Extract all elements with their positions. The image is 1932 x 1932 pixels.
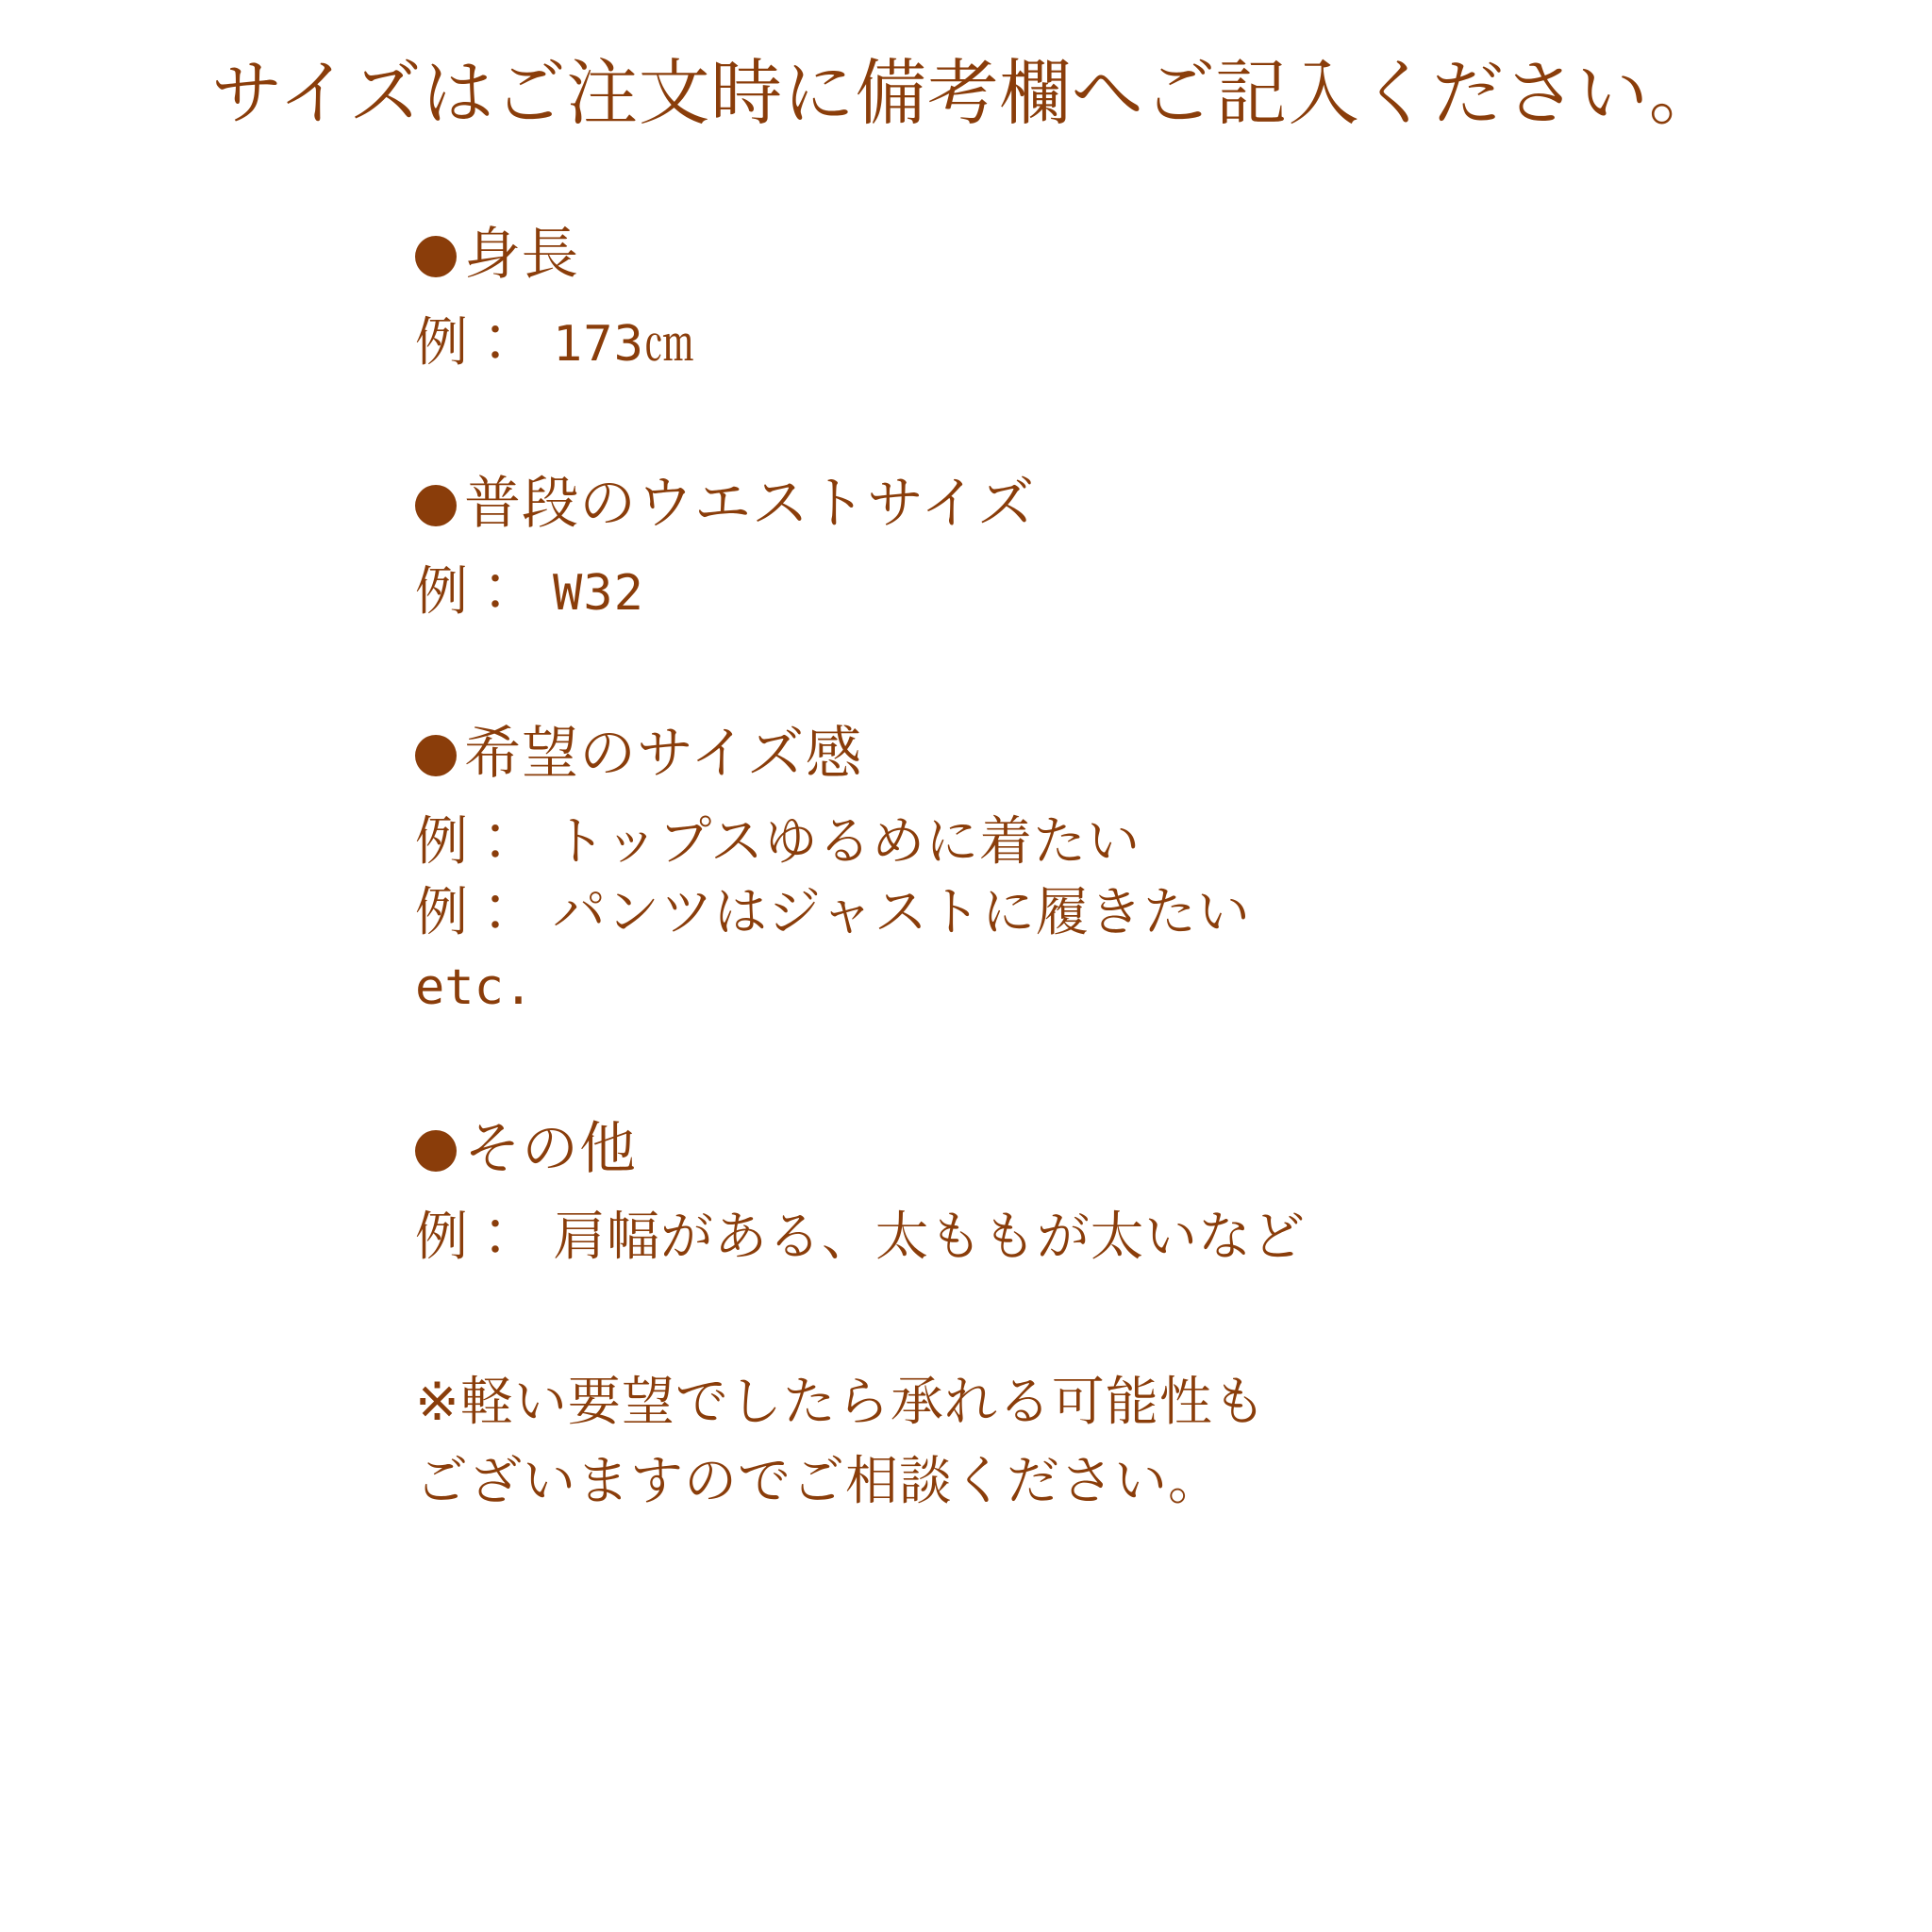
section-heading-text: その他 [464,1116,637,1180]
section-heading [415,718,1932,789]
example-label: 例： [415,561,523,622]
example-line [415,556,1932,627]
document-body [0,219,1932,1522]
page-title: サイズはご注文時に備考欄へご記入ください。 [210,54,1722,134]
example-line [415,876,1932,948]
example-label: 例： [415,1206,523,1266]
section-height [415,219,1932,378]
section-heading [415,219,1932,290]
example-line [415,307,1932,378]
example-label: 例： [415,311,523,372]
example-value: トップスゆるめに着たい [553,810,1141,871]
footer-note-line: ございますのでご相談ください。 [415,1451,1222,1511]
bullet-dot-icon [415,236,457,277]
example-line [415,1201,1932,1273]
bullet-dot-icon [415,1130,457,1172]
section-waist-size [415,468,1932,627]
example-line [415,806,1932,877]
bullet-dot-icon [415,485,457,526]
bullet-dot-icon [415,735,457,776]
example-label: 例： [415,810,523,871]
example-value: W32 [553,565,644,623]
section-desired-fit [415,718,1932,1023]
example-value: パンツはジャストに履きたい [553,882,1251,942]
example-value: 173㎝ [553,315,694,373]
example-label: 例： [415,882,523,942]
section-heading [415,1113,1932,1184]
section-heading-text: 希望のサイズ感 [464,721,863,785]
section-heading [415,468,1932,539]
example-value: 肩幅がある、太ももが太いなど [553,1206,1306,1266]
footer-note [415,1362,1932,1521]
section-heading-text: 身長 [464,222,579,286]
footer-note-line: ※軽い要望でしたら承れる可能性も [415,1372,1267,1432]
section-other [415,1113,1932,1273]
example-etc: etc. [415,958,534,1016]
section-heading-text: 普段のウエストサイズ [464,472,1036,536]
